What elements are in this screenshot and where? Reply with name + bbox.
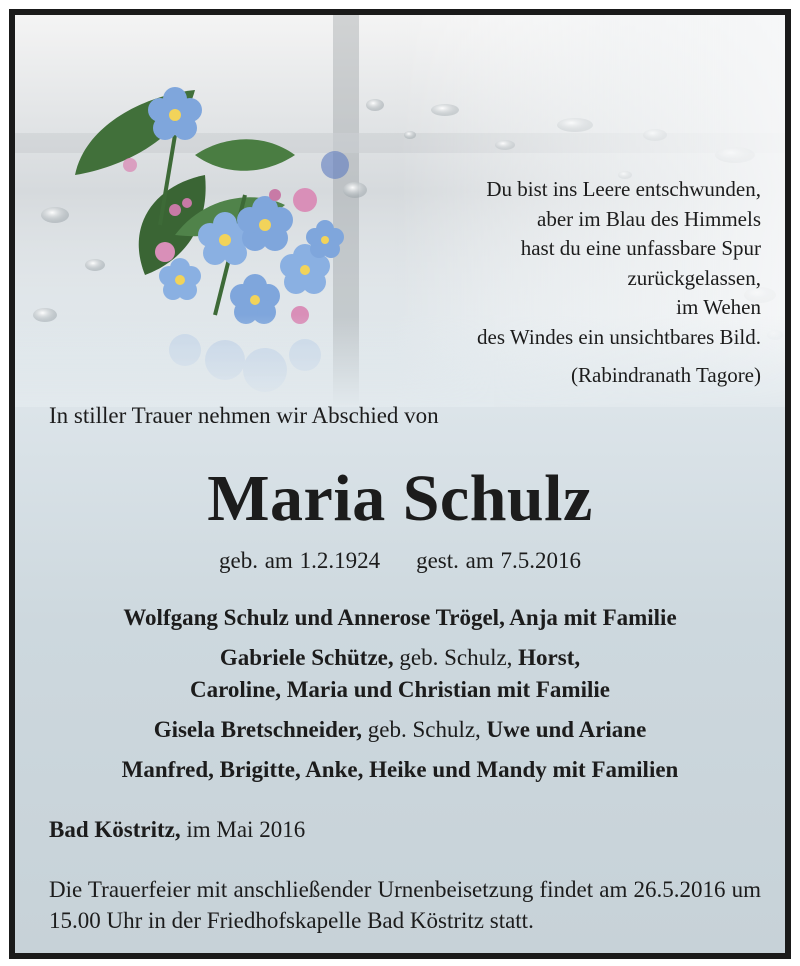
quote-line: im Wehen [676, 295, 761, 319]
quote-line: zurückgelassen, [627, 265, 761, 290]
funeral-service-note: Die Trauerfeier mit anschließender Urnenbeisetzung findet am 26.5.2016 um 15.00 Uhr in der Friedhofskapelle Bad Köstritz statt. [49, 877, 761, 933]
life-dates [15, 548, 785, 574]
death-date: gest. am 7.5.2016 [416, 548, 581, 573]
obituary-card [9, 9, 791, 959]
place-and-date [49, 817, 305, 843]
birth-date: geb. am 1.2.1924 [219, 548, 381, 573]
maiden-name: geb. Schulz, [361, 717, 487, 742]
quote-line: Du bist ins Leere entschwunden, [486, 177, 761, 201]
mourner-group [15, 642, 785, 706]
mourner-names: Caroline, Maria und Christian mit Familie [190, 677, 610, 702]
quote-line: aber im Blau des Himmels [537, 206, 761, 231]
tagore-quote [477, 175, 761, 391]
town: Bad Köstritz, [49, 817, 181, 842]
month-year: im Mai 2016 [180, 817, 306, 842]
mourner-group [15, 714, 785, 746]
mourner-names: Gisela Bretschneider, [153, 717, 362, 742]
mourner-names: Uwe und Ariane [486, 717, 647, 742]
mourner-names: Wolfgang Schulz und Annerose Trögel, Anja mit Familie [123, 605, 677, 630]
mourner-group [15, 754, 785, 786]
deceased-name: Maria Schulz [207, 462, 593, 535]
quote-attribution: (Rabindranath Tagore) [571, 363, 761, 387]
mourner-names: Horst, [518, 645, 581, 670]
quote-line: des Windes ein unsichtbares Bild. [477, 324, 761, 349]
mourner-names: Gabriele Schütze, [219, 645, 394, 670]
mourners-list [15, 602, 785, 794]
maiden-name: geb. Schulz, [393, 645, 519, 670]
mourner-names: Manfred, Brigitte, Anke, Heike und Mandy mit Familien [121, 757, 679, 782]
intro-text: In stiller Trauer nehmen wir Abschied von [49, 403, 439, 428]
mourner-group [15, 602, 785, 634]
quote-line: hast du eine unfassbare Spur [520, 236, 761, 260]
